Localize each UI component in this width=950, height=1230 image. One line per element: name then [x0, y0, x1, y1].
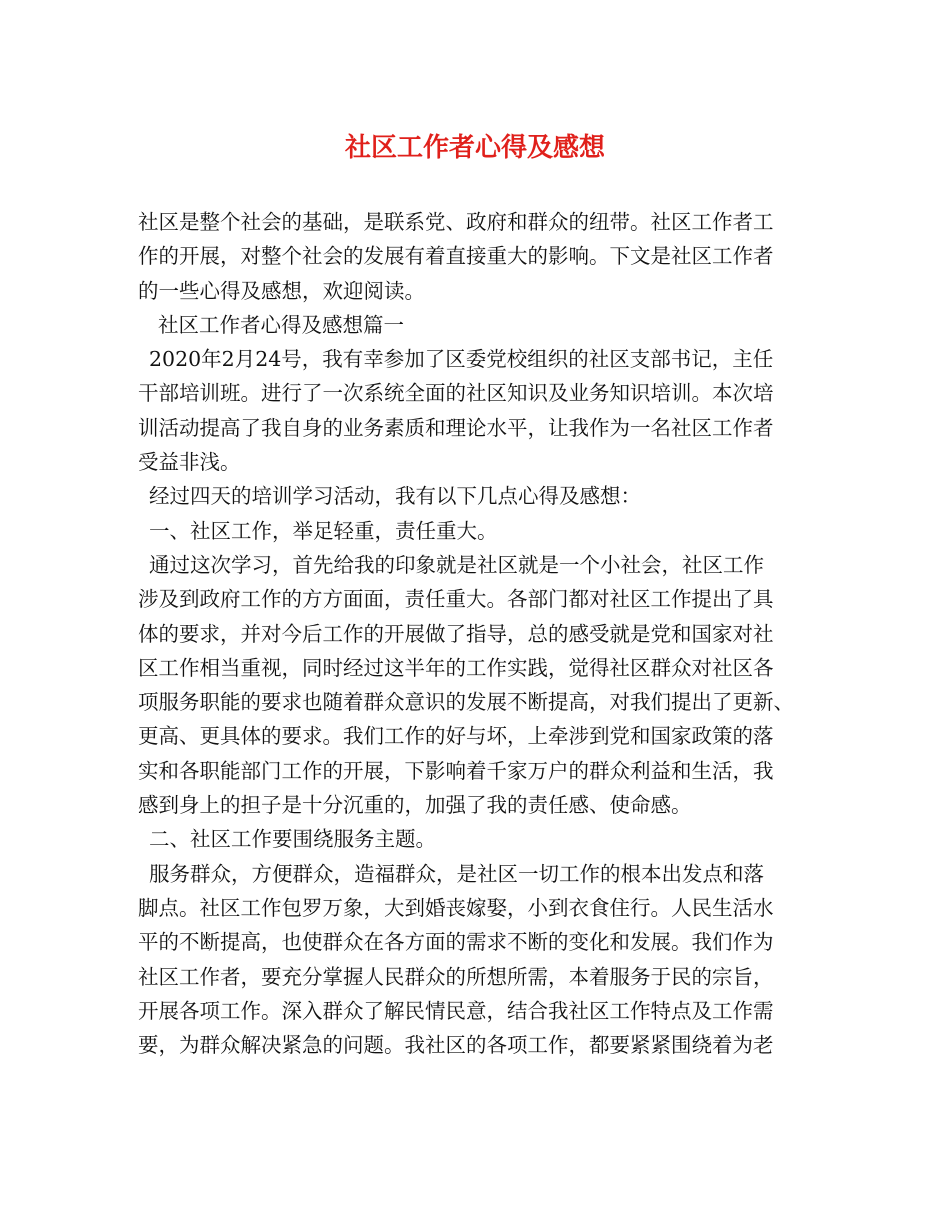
text-line: 训活动提高了我自身的业务素质和理论水平，让我作为一名社区工作者 [138, 415, 774, 440]
text-line: 2020年2月24号，我有幸参加了区委党校组织的社区支部书记，主任 [149, 347, 774, 372]
text-line: 要，为群众解决紧急的问题。我社区的各项工作，都要紧紧围绕着为老 [138, 1033, 774, 1058]
text-line: 涉及到政府工作的方方面面，责任重大。各部门都对社区工作提出了具 [138, 587, 774, 612]
text-line: 脚点。社区工作包罗万象，大到婚丧嫁娶，小到衣食住行。人民生活水 [138, 895, 774, 920]
text-line: 的一些心得及感想，欢迎阅读。 [138, 278, 425, 303]
text-line: 体的要求，并对今后工作的开展做了指导，总的感受就是党和国家对社 [138, 621, 774, 646]
text-line: 经过四天的培训学习活动，我有以下几点心得及感想： [149, 484, 641, 509]
text-line: 更高、更具体的要求。我们工作的好与坏，上牵涉到党和国家政策的落 [138, 724, 774, 749]
text-line: 社区是整个社会的基础，是联系党、政府和群众的纽带。社区工作者工 [138, 210, 774, 234]
text-line: 区工作相当重视，同时经过这半年的工作实践，觉得社区群众对社区各 [138, 655, 774, 680]
text-line: 项服务职能的要求也随着群众意识的发展不断提高，对我们提出了更新、 [138, 690, 794, 715]
document-body [138, 205, 828, 1062]
page-title: 社区工作者心得及感想 [344, 133, 605, 163]
text-line: 干部培训班。进行了一次系统全面的社区知识及业务知识培训。本次培 [138, 381, 774, 406]
text-line: 受益非浅。 [138, 450, 241, 475]
text-line: 通过这次学习，首先给我的印象就是社区就是一个小社会，社区工作 [149, 552, 764, 577]
text-line: 实和各职能部门工作的开展，下影响着千家万户的群众利益和生活，我 [138, 758, 774, 783]
text-line: 开展各项工作。深入群众了解民情民意，结合我社区工作特点及工作需 [138, 998, 774, 1023]
text-line: 感到身上的担子是十分沉重的，加强了我的责任感、使命感。 [138, 793, 692, 818]
text-line: 一、社区工作，举足轻重，责任重大。 [149, 518, 498, 543]
text-line: 社区工作者，要充分掌握人民群众的所想所需，本着服务于民的宗旨， [138, 964, 774, 989]
text-line: 服务群众，方便群众，造福群众，是社区一切工作的根本出发点和落 [149, 861, 764, 886]
text-line: 二、社区工作要围绕服务主题。 [149, 827, 436, 852]
text-line: 社区工作者心得及感想篇一 [158, 312, 404, 337]
text-line: 平的不断提高，也使群众在各方面的需求不断的变化和发展。我们作为 [138, 930, 774, 955]
text-line: 作的开展，对整个社会的发展有着直接重大的影响。下文是社区工作者 [138, 244, 774, 269]
